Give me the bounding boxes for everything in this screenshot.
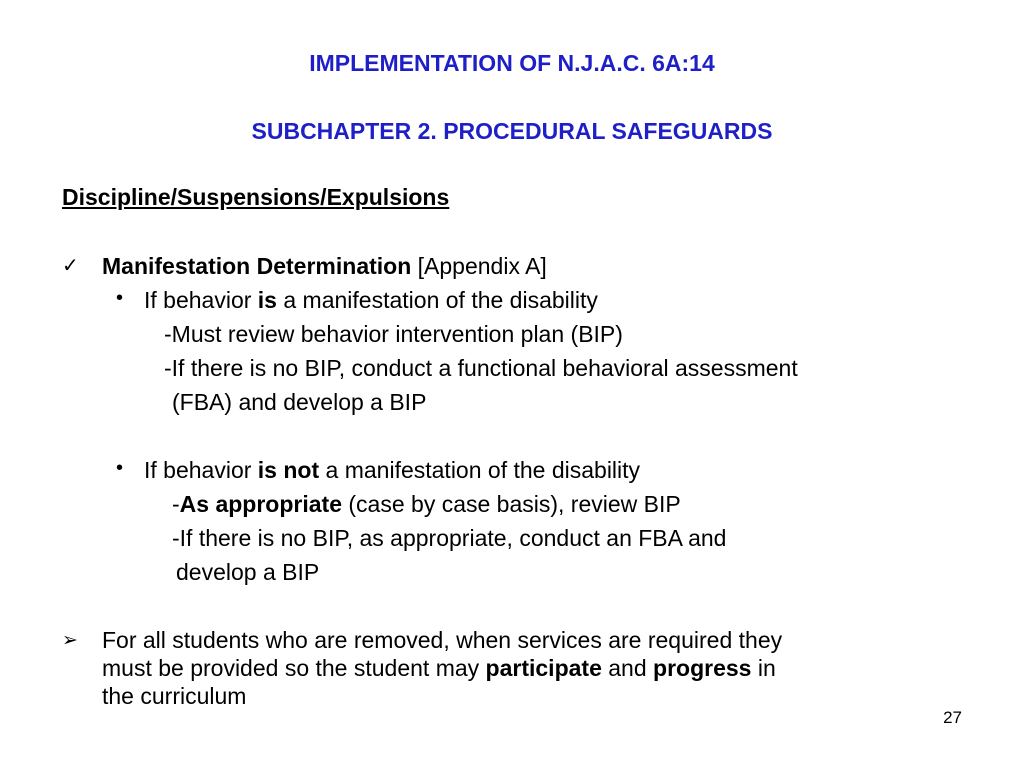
arrow-line-2-post: in [751, 655, 776, 681]
arrow-line-2-bold-2: progress [653, 655, 752, 681]
bullet-icon: • [116, 457, 124, 479]
bullet-2-post: a manifestation of the disability [319, 457, 641, 483]
arrow-line-2-pre: must be provided so the student may [102, 655, 486, 681]
title-line-2: SUBCHAPTER 2. PROCEDURAL SAFEGUARDS [251, 118, 773, 144]
bullet-2-sub-2-cont: develop a BIP [176, 559, 320, 585]
bullet-2-pre: If behavior [144, 457, 258, 483]
bullet-1-sub-1: -Must review behavior intervention plan (BIP) [164, 321, 623, 347]
bullet-1-pre: If behavior [144, 287, 258, 313]
arrow-item-line-3: the curriculum [102, 683, 247, 709]
bullet-1-post: a manifestation of the disability [276, 287, 598, 313]
check-icon: ✓ [62, 255, 79, 277]
check-item [102, 253, 547, 280]
section-header: Discipline/Suspensions/Expulsions [62, 184, 450, 210]
bullet-2-sub-1-bold: As appropriate [179, 491, 342, 517]
check-item-bold: Manifestation Determination [102, 253, 412, 279]
page-number: 27 [943, 708, 962, 727]
bullet-1-sub-2: -If there is no BIP, conduct a functional behavioral assessment [164, 355, 798, 381]
arrow-item-line-1: For all students who are removed, when services are required they [102, 627, 783, 653]
title-line-1: IMPLEMENTATION OF N.J.A.C. 6A:14 [309, 50, 715, 76]
bullet-2-sub-1 [172, 491, 681, 518]
bullet-1-bold: is [257, 287, 277, 313]
bullet-2-sub-1-dash: - [172, 491, 180, 517]
check-item-rest: [Appendix A] [411, 253, 547, 279]
bullet-2-sub-2: -If there is no BIP, as appropriate, conduct an FBA and [172, 525, 727, 551]
arrow-line-2-mid: and [601, 655, 654, 681]
bullet-2-sub-1-rest: (case by case basis), review BIP [342, 491, 681, 517]
arrow-item-line-2 [102, 655, 776, 682]
arrow-line-2-bold-1: participate [485, 655, 602, 681]
bullet-2-bold: is not [257, 457, 320, 483]
bullet-1-sub-2-cont: (FBA) and develop a BIP [172, 389, 427, 415]
arrow-bullet-icon: ➢ [62, 630, 78, 651]
bullet-icon: • [116, 287, 124, 309]
bullet-1 [144, 287, 598, 314]
bullet-2 [144, 457, 640, 484]
